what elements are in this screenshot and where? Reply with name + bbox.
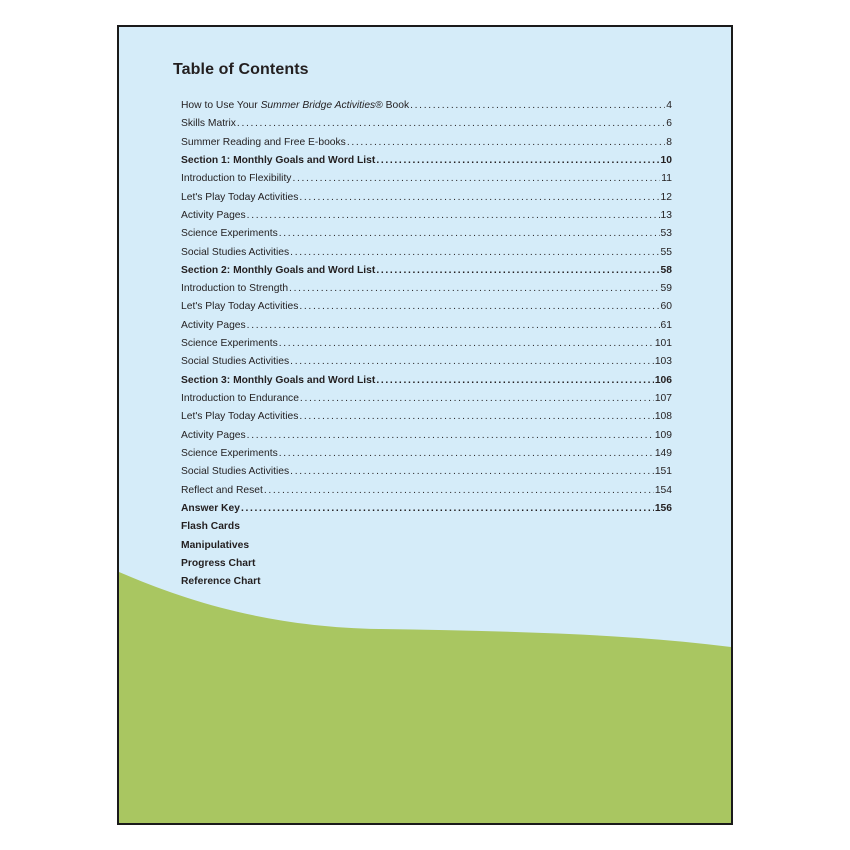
toc-entry-title-text: Social Studies Activities [181, 246, 290, 258]
toc-entry-title [181, 280, 288, 298]
toc-entry-title [181, 537, 249, 555]
toc-dot-leader [247, 317, 660, 335]
toc-dot-leader [289, 280, 659, 298]
toc-page-number: 6 [666, 118, 672, 130]
toc-entry-title-text: Introduction to Strength [181, 283, 289, 295]
toc-entry [181, 537, 672, 555]
toc-entry-title [181, 225, 278, 243]
toc-page [117, 25, 733, 825]
toc-entry-title [181, 115, 236, 133]
toc-entry-title-text: Science Experiments [181, 338, 278, 350]
toc-entry-title [181, 390, 299, 408]
toc-page-number: 53 [660, 228, 672, 240]
toc-dot-leader [279, 445, 654, 463]
toc-entry-title-text: Flash Cards [181, 521, 240, 533]
toc-entry-title-text: Science Experiments [181, 447, 278, 459]
toc-page-number: 8 [666, 136, 672, 148]
toc-dot-leader [299, 408, 653, 426]
toc-entry [181, 280, 672, 298]
toc-entry-title [181, 97, 409, 115]
toc-entry-title-text: Let's Play Today Activities [181, 411, 299, 423]
toc-page-number: 58 [660, 264, 672, 276]
toc-entry [181, 500, 672, 518]
toc-entry [181, 189, 672, 207]
toc-entry-title-text: Social Studies Activities [181, 356, 290, 368]
toc-entry [181, 353, 672, 371]
toc-entry-title-text: Social Studies Activities [181, 466, 290, 478]
toc-page-number: 106 [654, 374, 672, 386]
toc-entry [181, 573, 672, 591]
toc-entry-title-suffix: ® Book [375, 100, 410, 111]
toc-entry-title-text: Activity Pages [181, 209, 246, 221]
toc-page-number: 11 [661, 173, 672, 185]
toc-entry-title-text: Section 1: Monthly Goals and Word List [181, 154, 376, 166]
toc-entry-title [181, 298, 298, 316]
toc-entry-title [181, 353, 289, 371]
toc-dot-leader [299, 298, 659, 316]
toc-entry-title-text: Summer Reading and Free E-books [181, 136, 346, 148]
toc-entry-title [181, 207, 246, 225]
toc-entry-title [181, 427, 246, 445]
toc-entry-title-italic: Summer Bridge Activities [260, 100, 376, 111]
toc-entry [181, 445, 672, 463]
toc-entry-title [181, 555, 255, 573]
toc-entry-title [181, 463, 289, 481]
toc-entry [181, 134, 672, 152]
toc-entry-title-text: Activity Pages [181, 319, 246, 331]
page-title: Table of Contents [173, 61, 309, 78]
toc-entry-title [181, 244, 289, 262]
toc-entry-title-text: Answer Key [181, 502, 240, 514]
toc-dot-leader [292, 170, 660, 188]
toc-entry-title-text: Reflect and Reset [181, 484, 263, 496]
toc-dot-leader [410, 97, 665, 115]
toc-entry-title-text: Let's Play Today Activities [181, 301, 299, 313]
toc-page-number: 154 [654, 484, 672, 496]
toc-entry [181, 555, 672, 573]
toc-entry [181, 390, 672, 408]
toc-entry-title-text: Reference Chart [181, 576, 261, 588]
toc-entry-title-text: Introduction to Flexibility [181, 173, 292, 185]
toc-dot-leader [376, 152, 659, 170]
toc-entry-title [181, 317, 246, 335]
toc-page-number: 60 [660, 301, 672, 313]
toc-entry-title [181, 134, 346, 152]
toc-dot-leader [279, 335, 654, 353]
toc-entry-title [181, 189, 298, 207]
toc-page-number: 156 [654, 502, 672, 514]
toc-page-number: 151 [654, 466, 672, 478]
toc-dot-leader [241, 500, 654, 518]
toc-entry-title [181, 500, 240, 518]
toc-entry [181, 170, 672, 188]
toc-dot-leader [264, 482, 654, 500]
toc-entry [181, 298, 672, 316]
toc-entry-title [181, 408, 298, 426]
toc-entry [181, 408, 672, 426]
toc-page-number: 13 [660, 209, 672, 221]
toc-page-number: 59 [660, 283, 672, 295]
toc-dot-leader [279, 225, 660, 243]
toc-page-number: 101 [654, 338, 672, 350]
toc-page-number: 12 [660, 191, 672, 203]
toc-dot-leader [347, 134, 665, 152]
toc-entry-title [181, 152, 375, 170]
toc-dot-leader [299, 189, 659, 207]
toc-entry [181, 207, 672, 225]
toc-page-number: 103 [654, 356, 672, 368]
toc-entry [181, 372, 672, 390]
toc-dot-leader [290, 353, 654, 371]
toc-entry [181, 115, 672, 133]
toc-page-number: 108 [654, 411, 672, 423]
green-hill-shape [119, 572, 731, 823]
toc-entry [181, 335, 672, 353]
toc-list [181, 97, 672, 591]
toc-entry [181, 427, 672, 445]
toc-dot-leader [247, 207, 660, 225]
toc-dot-leader [290, 463, 654, 481]
toc-entry [181, 244, 672, 262]
toc-entry-title-text: Introduction to Endurance [181, 393, 299, 404]
toc-entry [181, 97, 672, 115]
toc-entry-title-text: How to Use Your [181, 100, 261, 111]
toc-entry-title [181, 170, 291, 188]
toc-dot-leader [237, 115, 665, 133]
toc-entry [181, 317, 672, 335]
toc-entry-title-text: Section 3: Monthly Goals and Word List [181, 374, 376, 386]
toc-entry-title [181, 262, 375, 280]
toc-entry-title-text: Skills Matrix [181, 118, 236, 130]
toc-page-number: 149 [654, 447, 672, 459]
toc-dot-leader [376, 372, 653, 390]
toc-entry [181, 225, 672, 243]
toc-page-number: 4 [666, 100, 672, 111]
toc-entry [181, 152, 672, 170]
toc-page-number: 61 [660, 319, 672, 331]
toc-dot-leader [247, 427, 654, 445]
toc-entry-title [181, 573, 261, 591]
toc-entry [181, 482, 672, 500]
toc-dot-leader [376, 262, 659, 280]
toc-entry-title [181, 518, 240, 536]
toc-page-number: 109 [654, 429, 672, 441]
toc-dot-leader [290, 244, 659, 262]
toc-page-number: 10 [660, 154, 672, 166]
toc-entry-title [181, 445, 278, 463]
toc-entry-title-text: Manipulatives [181, 539, 250, 551]
toc-entry-title-text: Progress Chart [181, 557, 256, 569]
toc-entry [181, 262, 672, 280]
toc-entry-title-text: Let's Play Today Activities [181, 191, 299, 203]
toc-entry-title-text: Activity Pages [181, 429, 246, 441]
toc-entry [181, 463, 672, 481]
toc-entry [181, 518, 672, 536]
toc-entry-title-text: Section 2: Monthly Goals and Word List [181, 264, 376, 276]
toc-entry-title [181, 372, 375, 390]
toc-entry-title [181, 335, 278, 353]
toc-entry-title-text: Science Experiments [181, 228, 278, 240]
toc-entry-title [181, 482, 263, 500]
toc-page-number: 55 [660, 246, 672, 258]
toc-page-number: 107 [654, 393, 672, 404]
toc-dot-leader [300, 390, 654, 408]
